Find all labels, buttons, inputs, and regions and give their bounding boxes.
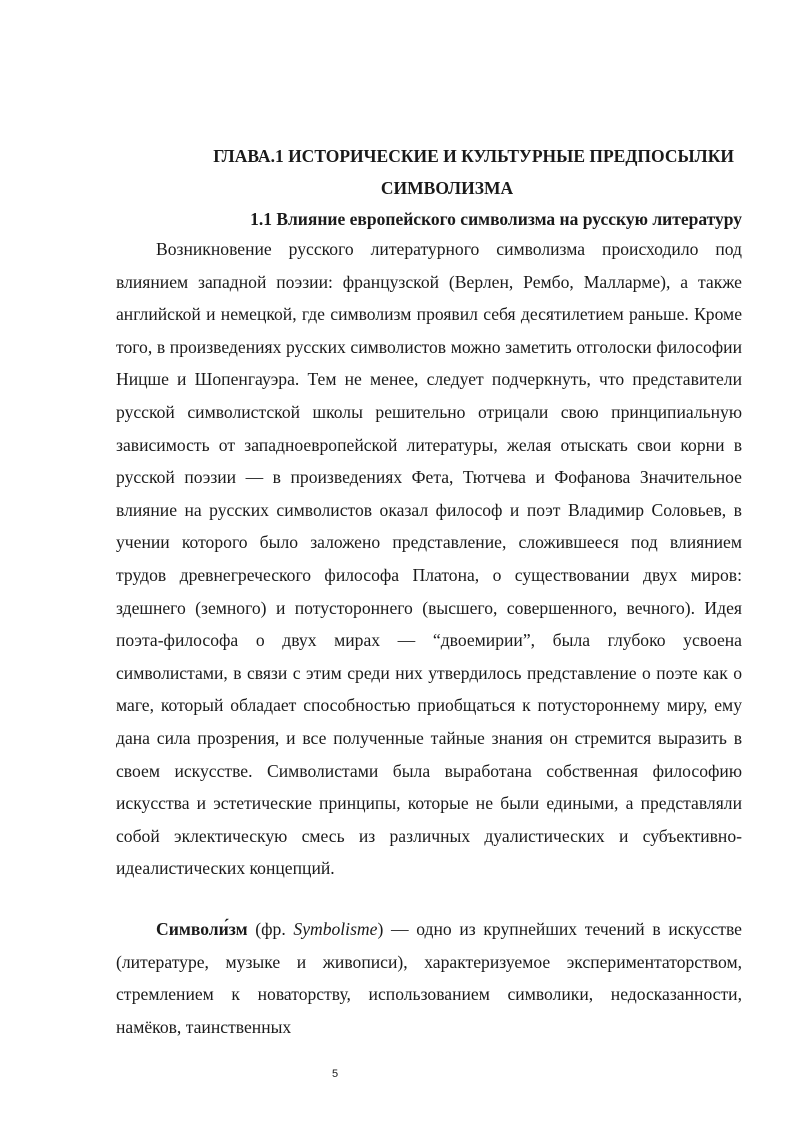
chapter-title (116, 140, 742, 204)
chapter-title-line1: ГЛАВА.1 ИСТОРИЧЕСКИЕ И КУЛЬТУРНЫЕ ПРЕДПОСЫЛКИ (213, 146, 734, 166)
section-title: 1.1 Влияние европейского символизма на русскую литературу (250, 209, 742, 229)
paragraph-2-open: (фр. (247, 919, 294, 939)
paragraph-2-rest: ) — одно из крупнейших течений в искусстве (литературе, музыке и живописи), характеризуемое экспериментаторством, стремлением к новаторству, использованием символики, недосказанности, намёков, таинственных (116, 919, 742, 1037)
chapter-title-line2: СИМВОЛИЗМА (380, 178, 514, 198)
page-number: 5 (331, 1068, 339, 1080)
foreign-term: Symbolisme (293, 919, 378, 939)
paragraph-1: Возникновение русского литературного символизма происходило под влиянием западной поэзии: французской (Верлен, Рембо, Малларме), а также английской и немецкой, где символизм проявил себя десятилетием раньше. Кроме того, в произведениях русских символистов можно заметить отголоски философии Ницше и Шопенгауэра. Тем не менее, следует подчеркнуть, что представители русской символистской школы решительно отрицали свою принципиальную зависимость от западноевропейской литературы, желая отыскать свои корни в русской поэзии — в произведениях Фета, Тютчева и Фофанова Значительное влияние на русских символистов оказал философ и поэт Владимир Соловьев, в учении которого было заложено представление, сложившееся под влиянием трудов древнегреческого философа Платона, о существовании двух миров: здешнего (земного) и потустороннего (высшего, совершенного, вечного). Идея поэта-философа о двух мирах — “двоемирии”, была глубоко усвоена символистами, в связи с этим среди них утвердилось представление о поэте как о маге, который обладает способностью приобщаться к потустороннему миру, ему дана сила прозрения, и все полученные тайные знания он стремится выразить в своем искусстве. Символистами была выработана собственная философию искусства и эстетические принципы, которые не были едиными, а представляли собой эклектическую смесь из различных дуалистических и субъективно-идеалистических концепций. (116, 239, 742, 879)
paragraph-2 (116, 913, 742, 1043)
term-symbolism: Символи́зм (156, 919, 248, 939)
